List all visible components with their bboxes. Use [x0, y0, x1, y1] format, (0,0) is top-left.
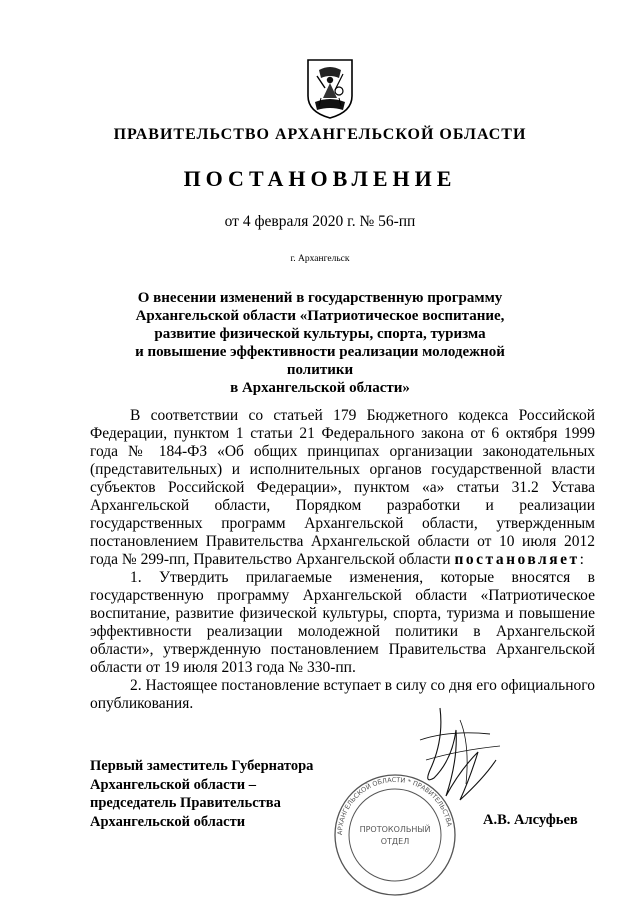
signer-line: Архангельской области [90, 813, 246, 830]
decree-word: постановляет [454, 551, 580, 568]
item-2-paragraph: 2. Настоящее постановление вступает в силу со дня его официального опубликования. [90, 677, 595, 712]
document-body [90, 407, 595, 713]
document-title [110, 289, 530, 397]
stamp-ring-text: АРХАНГЕЛЬСКОЙ ОБЛАСТИ * ПРАВИТЕЛЬСТВА [335, 775, 454, 836]
signer-position [90, 757, 350, 831]
intro-paragraph [90, 407, 595, 569]
city-line: г. Архангельск [290, 254, 350, 264]
date-number-line: от 4 февраля 2020 г. № 56-пп [224, 213, 416, 230]
title-line: Архангельской области «Патриотическое воспитание, [135, 308, 505, 324]
document-type-heading: ПОСТАНОВЛЕНИЕ [183, 166, 457, 191]
title-line: в Архангельской области» [230, 380, 410, 396]
title-line: и повышение эффективности реализации молодежной политики [135, 344, 505, 378]
intro-text: В соответствии со статьей 179 Бюджетного кодекса Российской Федерации, пунктом 1 статьи 21 Федерального закона от 6 октября 1999 года № 184-ФЗ «Об общих принципах организации законодательных (представительных) и исполнительных органов государственной власти субъектов Российской Федерации», пунктом «а» статьи 31.2 Устава Архангельской области, Порядком разработки и реализации государственных программ Архангельской области, утвержденным постановлением Правительства Архангельской области от 10 июля 2012 года № 299-пп, Правительство Архангельской области [90, 407, 595, 568]
signer-line: Архангельской области – [90, 776, 256, 793]
organization-heading: ПРАВИТЕЛЬСТВО АРХАНГЕЛЬСКОЙ ОБЛАСТИ [113, 126, 527, 143]
title-line: развитие физической культуры, спорта, туризма [154, 326, 486, 342]
stamp-center-line-2: ОТДЕЛ [380, 837, 410, 846]
decree-colon: : [579, 551, 584, 568]
signer-line: Первый заместитель Губернатора [90, 758, 314, 774]
item-1-paragraph: 1. Утвердить прилагаемые изменения, которые вносятся в государственную программу Архангельской области «Патриотическое воспитание, развитие физической культуры, спорта, туризма и повышение эффективности реализации молодежной политики в Архангельской области», утвержденную постановлением Правительства Архангельской области от 19 июля 2013 года № 330-пп. [90, 569, 595, 676]
stamp-center-line-1: ПРОТОКОЛЬНЫЙ [359, 825, 431, 834]
coat-of-arms-emblem [305, 58, 355, 120]
signer-line: председатель Правительства [90, 795, 281, 811]
title-line: О внесении изменений в государственную программу [137, 290, 503, 306]
signer-name: А.В. Алсуфьев [483, 812, 578, 828]
